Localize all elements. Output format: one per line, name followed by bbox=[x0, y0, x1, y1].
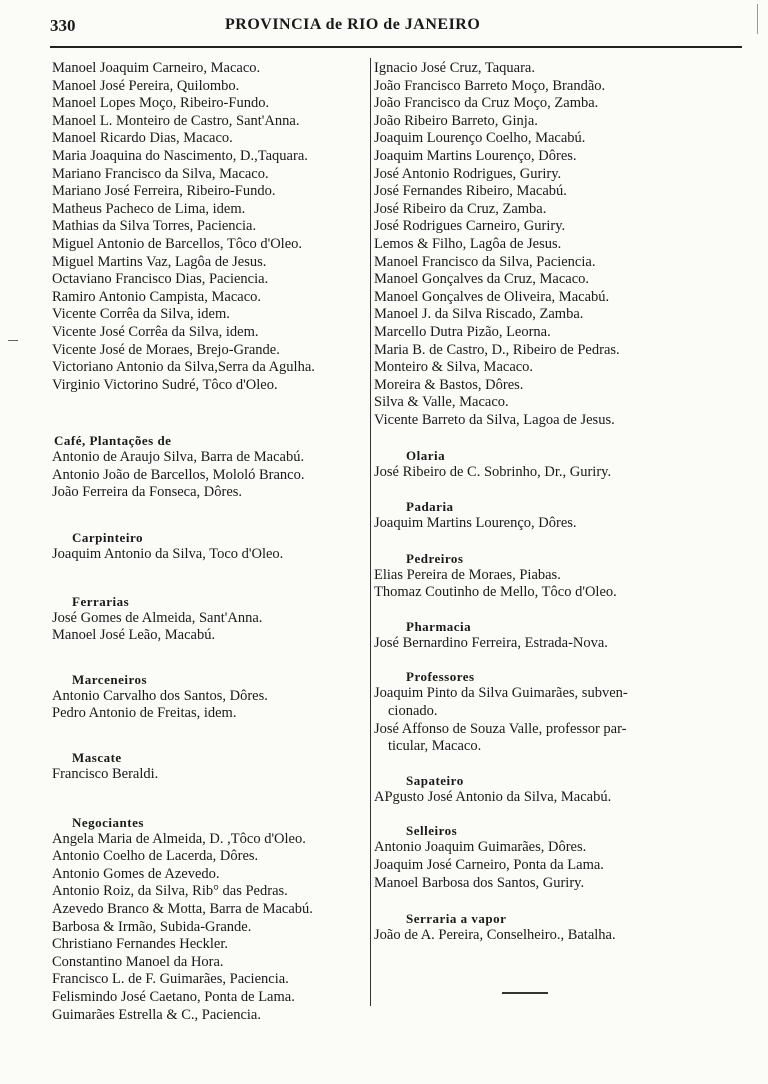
column-divider bbox=[370, 58, 371, 1006]
section-heading: Olaria bbox=[406, 448, 446, 464]
list-item: Manoel Francisco da Silva, Paciencia. bbox=[374, 253, 596, 270]
section-heading: Ferrarias bbox=[72, 593, 130, 609]
list-item: Antonio de Araujo Silva, Barra de Macabú. bbox=[52, 449, 305, 466]
list-item: Joaquim Pinto da Silva Guimarães, subven- bbox=[374, 685, 628, 702]
list-item: ticular, Macaco. bbox=[388, 738, 482, 755]
list-item: Azevedo Branco & Motta, Barra de Macabú. bbox=[52, 901, 313, 917]
list-item: Antonio Roiz, da Silva, Rib° das Pedras. bbox=[52, 883, 288, 900]
list-item: Marcello Dutra Pizão, Leorna. bbox=[374, 323, 551, 340]
right-column bbox=[374, 60, 694, 945]
section-carpinteiro bbox=[52, 529, 368, 564]
list-item: Miguel Antonio de Barcellos, Tôco d'Oleo. bbox=[52, 235, 303, 252]
section-heading: Padaria bbox=[406, 499, 454, 515]
list-item: Manoel L. Monteiro de Castro, Sant'Anna. bbox=[52, 112, 300, 129]
section-padaria bbox=[374, 498, 694, 533]
list-item: Elias Pereira de Moraes, Piabas. bbox=[374, 566, 561, 583]
list-item: Manoel José Pereira, Quilombo. bbox=[52, 77, 240, 94]
section-negociantes bbox=[52, 814, 368, 1025]
list-item: Manoel Lopes Moço, Ribeiro-Fundo. bbox=[52, 95, 270, 112]
section-professores bbox=[374, 668, 694, 755]
list-item: João Ribeiro Barreto, Ginja. bbox=[374, 112, 538, 129]
list-item: Mariano Francisco da Silva, Macaco. bbox=[52, 165, 269, 182]
list-item: Vicente Corrêa da Silva, idem. bbox=[52, 306, 230, 323]
section-heading: Serraria a vapor bbox=[406, 911, 507, 927]
list-item: Octaviano Francisco Dias, Paciencia. bbox=[52, 271, 269, 288]
page-title: PROVINCIA de RIO de JANEIRO bbox=[225, 16, 481, 33]
list-item: Thomaz Coutinho de Mello, Tôco d'Oleo. bbox=[374, 584, 617, 601]
list-item: Francisco Beraldi. bbox=[52, 766, 159, 783]
end-rule bbox=[502, 992, 548, 994]
list-item: José Rodrigues Carneiro, Guriry. bbox=[374, 218, 566, 235]
list-item: Lemos & Filho, Lagôa de Jesus. bbox=[374, 235, 562, 252]
list-item: APgusto José Antonio da Silva, Macabú. bbox=[374, 788, 612, 805]
section-pedreiros bbox=[374, 550, 694, 602]
section-selleiros bbox=[374, 822, 694, 892]
list-item: José Ribeiro da Cruz, Zamba. bbox=[374, 200, 547, 217]
header-rule bbox=[50, 46, 742, 48]
list-item: João Ferreira da Fonseca, Dôres. bbox=[52, 484, 243, 501]
list-item: Barbosa & Irmão, Subida-Grande. bbox=[52, 918, 252, 935]
list-item: Felismindo José Caetano, Ponta de Lama. bbox=[52, 988, 295, 1005]
list-item: Angela Maria de Almeida, D. ,Tôco d'Oleo. bbox=[52, 830, 306, 847]
left-column bbox=[52, 60, 368, 1024]
margin-mark bbox=[8, 340, 18, 341]
edge-mark bbox=[757, 4, 758, 34]
list-item: Victoriano Antonio da Silva,Serra da Agulha. bbox=[52, 359, 315, 376]
list-item: Antonio Carvalho dos Santos, Dôres. bbox=[52, 687, 268, 704]
list-item: Francisco L. de F. Guimarães, Paciencia. bbox=[52, 971, 289, 988]
list-item: Mariano José Ferreira, Ribeiro-Fundo. bbox=[52, 183, 276, 200]
section-heading: Marceneiros bbox=[72, 671, 148, 687]
list-item: Guimarães Estrella & C., Paciencia. bbox=[52, 1006, 261, 1023]
list-item: Ramiro Antonio Campista, Macaco. bbox=[52, 288, 262, 305]
list-item: Joaquim Lourenço Coelho, Macabú. bbox=[374, 130, 586, 147]
section-sapateiro bbox=[374, 772, 694, 807]
list-item: Constantino Manoel da Hora. bbox=[52, 953, 224, 970]
list-item: Manoel Gonçalves de Oliveira, Macabú. bbox=[374, 288, 610, 305]
list-item: Mathias da Silva Torres, Paciencia. bbox=[52, 218, 257, 235]
list-item: Maria Joaquina do Nascimento, D.,Taquara. bbox=[52, 147, 308, 164]
list-item: Matheus Pacheco de Lima, idem. bbox=[52, 200, 246, 217]
list-item: Manoel José Leão, Macabú. bbox=[52, 627, 216, 644]
list-item: Manoel J. da Silva Riscado, Zamba. bbox=[374, 306, 584, 323]
section-heading: Café, Plantações de bbox=[54, 433, 172, 449]
list-item: Maria B. de Castro, D., Ribeiro de Pedras. bbox=[374, 341, 620, 358]
page-number: 330 bbox=[50, 16, 76, 35]
list-item: Moreira & Bastos, Dôres. bbox=[374, 376, 524, 393]
list-item: Miguel Martins Vaz, Lagôa de Jesus. bbox=[52, 253, 267, 270]
section-heading: Pedreiros bbox=[406, 550, 464, 566]
list-item: João Francisco Barreto Moço, Brandão. bbox=[374, 77, 606, 94]
list-item: Manoel Joaquim Carneiro, Macaco. bbox=[52, 60, 261, 76]
list-item: Joaquim José Carneiro, Ponta da Lama. bbox=[374, 857, 604, 873]
section-ferrarias bbox=[52, 593, 368, 645]
list-item: Manoel Gonçalves da Cruz, Macaco. bbox=[374, 271, 590, 288]
section-heading: Mascate bbox=[72, 750, 122, 766]
section-heading: Negociantes bbox=[72, 814, 144, 830]
list-item: Vicente José de Moraes, Brejo-Grande. bbox=[52, 341, 280, 358]
list-item: Silva & Valle, Macaco. bbox=[374, 394, 509, 411]
list-item: João Francisco da Cruz Moço, Zamba. bbox=[374, 95, 599, 112]
list-item: José Ribeiro de C. Sobrinho, Dr., Guriry. bbox=[374, 464, 612, 481]
list-item: Manoel Barbosa dos Santos, Guriry. bbox=[374, 874, 585, 891]
list-item: Manoel Ricardo Dias, Macaco. bbox=[52, 130, 233, 147]
list-item: José Fernandes Ribeiro, Macabú. bbox=[374, 183, 567, 200]
list-item: Vicente José Corrêa da Silva, idem. bbox=[52, 323, 259, 340]
list-item: José Affonso de Souza Valle, professor par- bbox=[374, 720, 627, 737]
left-name-list bbox=[52, 60, 368, 394]
section-cafe bbox=[52, 432, 368, 502]
right-name-list bbox=[374, 60, 694, 429]
section-heading: Pharmacia bbox=[406, 618, 472, 634]
section-heading: Sapateiro bbox=[406, 772, 464, 788]
list-item: Ignacio José Cruz, Taquara. bbox=[374, 60, 535, 76]
page-header bbox=[50, 14, 690, 38]
list-item: Joaquim Martins Lourenço, Dôres. bbox=[374, 147, 577, 164]
list-item: José Bernardino Ferreira, Estrada-Nova. bbox=[374, 634, 608, 651]
section-serraria bbox=[374, 910, 694, 945]
list-item: Antonio João de Barcellos, Mololó Branco. bbox=[52, 466, 305, 483]
list-item: Antonio Joaquim Guimarães, Dôres. bbox=[374, 839, 587, 856]
section-heading: Selleiros bbox=[406, 823, 458, 839]
list-item: José Antonio Rodrigues, Guriry. bbox=[374, 165, 562, 182]
section-olaria bbox=[374, 447, 694, 482]
list-item: José Gomes de Almeida, Sant'Anna. bbox=[52, 609, 263, 626]
section-heading: Carpinteiro bbox=[72, 530, 143, 546]
list-item: Joaquim Martins Lourenço, Dôres. bbox=[374, 515, 577, 532]
list-item: Vicente Barreto da Silva, Lagoa de Jesus. bbox=[374, 411, 615, 428]
list-item: cionado. bbox=[388, 703, 438, 720]
list-item: Antonio Gomes de Azevedo. bbox=[52, 865, 220, 882]
list-item: Joaquim Antonio da Silva, Toco d'Oleo. bbox=[52, 546, 284, 563]
list-item: Virginio Victorino Sudré, Tôco d'Oleo. bbox=[52, 376, 278, 393]
list-item: Christiano Fernandes Heckler. bbox=[52, 936, 228, 953]
list-item: Antonio Coelho de Lacerda, Dôres. bbox=[52, 848, 259, 865]
section-marceneiros bbox=[52, 671, 368, 723]
section-heading: Professores bbox=[406, 669, 475, 685]
list-item: Pedro Antonio de Freitas, idem. bbox=[52, 705, 237, 722]
section-pharmacia bbox=[374, 618, 694, 653]
list-item: Monteiro & Silva, Macaco. bbox=[374, 359, 534, 376]
section-mascate bbox=[52, 749, 368, 784]
list-item: João de A. Pereira, Conselheiro., Batalha. bbox=[374, 927, 616, 944]
